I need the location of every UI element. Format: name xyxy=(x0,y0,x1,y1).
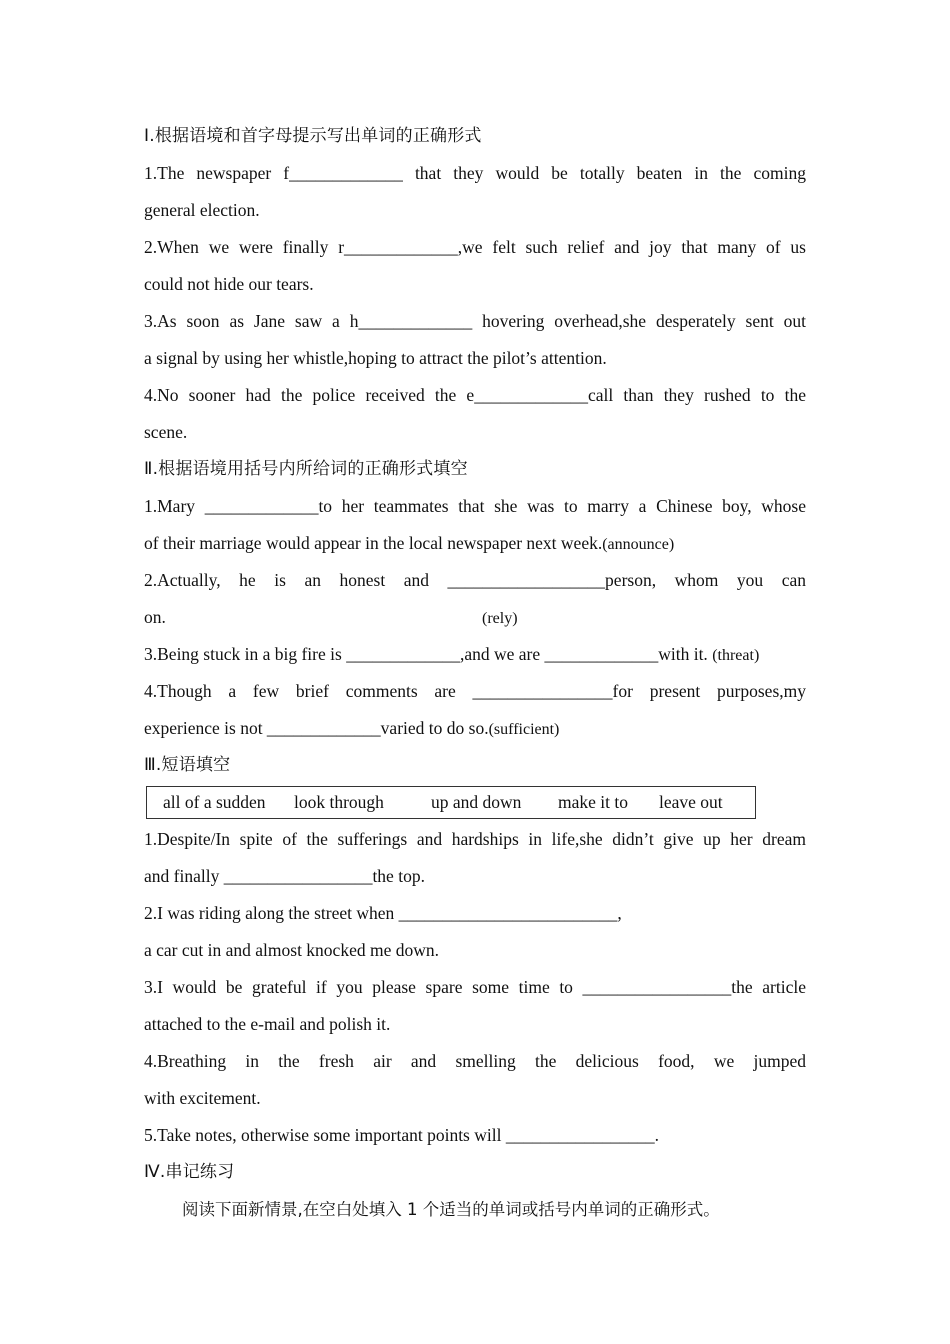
s2-q3-line1 xyxy=(144,636,806,673)
s3-q3-line2: attached to the e-mail and polish it. xyxy=(144,1014,391,1034)
s2-q2-line1: 2.Actually, he is an honest and __________________person, whom you can xyxy=(144,570,806,590)
s3-q2-line2: a car cut in and almost knocked me down. xyxy=(144,940,439,960)
s2-q4-line1: 4.Though a few brief comments are ________________for present purposes,my xyxy=(144,681,806,701)
s1-q1-line2: general election. xyxy=(144,200,260,220)
s4-instruction: 阅读下面新情景,在空白处填入 1 个适当的单词或括号内单词的正确形式。 xyxy=(182,1200,720,1219)
s3-q1-line2: and finally _________________the top. xyxy=(144,866,425,886)
s1-q2-line1: 2.When we were finally r_____________,we felt such relief and joy that many of us xyxy=(144,237,806,257)
phrase-item: look through xyxy=(294,792,384,812)
s3-q4-line2: with excitement. xyxy=(144,1088,261,1108)
s1-q3-line2: a signal by using her whistle,hoping to attract the pilot’s attention. xyxy=(144,348,607,368)
worksheet xyxy=(144,118,806,1228)
s2-q1-line1: 1.Mary _____________to her teammates that she was to marry a Chinese boy, whose xyxy=(144,496,806,516)
s3-q3-line1: 3.I would be grateful if you please spare some time to _________________the article xyxy=(144,977,806,997)
s2-q4-hint: (sufficient) xyxy=(488,721,560,738)
s1-q2-line2: could not hide our tears. xyxy=(144,274,314,294)
section-3-heading: Ⅲ.短语填空 xyxy=(144,755,231,775)
phrase-item: all of a sudden xyxy=(163,792,266,812)
s3-q2-line1: 2.I was riding along the street when _________________________, xyxy=(144,903,622,923)
s2-q1-line2 xyxy=(144,525,806,562)
s2-q2-line2 xyxy=(144,599,806,636)
s2-q2-text: on. xyxy=(144,607,166,627)
s2-q3-text: 3.Being stuck in a big fire is _____________,and we are _____________with it. xyxy=(144,644,708,664)
s2-q3-hint: (threat) xyxy=(712,647,760,664)
s2-q1-text: of their marriage would appear in the local newspaper next week. xyxy=(144,533,603,553)
section-4-heading: Ⅳ.串记练习 xyxy=(144,1162,235,1182)
s3-q1-line1: 1.Despite/In spite of the sufferings and hardships in life,she didn’t give up her dream xyxy=(144,829,806,849)
phrase-item: leave out xyxy=(659,792,723,812)
s2-q1-hint: (announce) xyxy=(602,536,675,553)
s3-q5-line1: 5.Take notes, otherwise some important points will _________________. xyxy=(144,1125,659,1145)
s1-q1-line1: 1.The newspaper f_____________ that they would be totally beaten in the coming xyxy=(144,163,806,183)
s1-q3-line1: 3.As soon as Jane saw a h_____________ hovering overhead,she desperately sent out xyxy=(144,311,806,331)
phrase-item: up and down xyxy=(431,792,522,812)
s2-q4-text: experience is not _____________varied to do so. xyxy=(144,718,489,738)
phrase-item: make it to xyxy=(558,792,628,812)
s1-q4-line1: 4.No sooner had the police received the e_____________call than they rushed to the xyxy=(144,385,806,405)
s2-q2-hint: (rely) xyxy=(482,610,518,627)
s1-q4-line2: scene. xyxy=(144,422,188,442)
phrase-box xyxy=(146,786,756,819)
s2-q4-line2 xyxy=(144,710,806,747)
s3-q4-line1: 4.Breathing in the fresh air and smelling the delicious food, we jumped xyxy=(144,1051,806,1071)
section-2-heading: Ⅱ.根据语境用括号内所给词的正确形式填空 xyxy=(144,459,468,479)
section-1-heading: Ⅰ.根据语境和首字母提示写出单词的正确形式 xyxy=(144,126,482,146)
